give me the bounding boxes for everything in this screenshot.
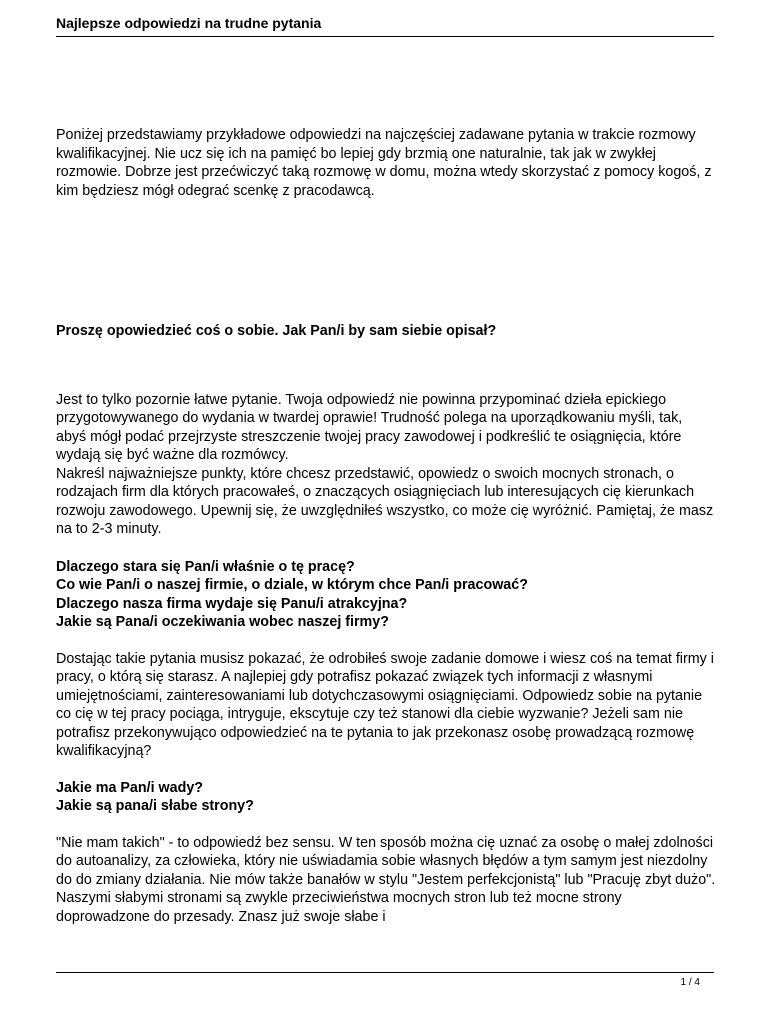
answer-company-paragraph: Dostając takie pytania musisz pokazać, że odrobiłeś swoje zadanie domowe i wiesz coś na temat firmy i pracy, o którą się starasz. A najlepiej gdy potrafisz pokazać związek tych informacji z własnymi umiejętnościami, zainteresowaniami lub dotychczasowymi osiągnięciami. Odpowiedz sobie na pytanie co cię w tej pracy pociąga, intryguje, ekscytuje czy też stanowi dla ciebie wyzwanie? Jeżeli sam nie potrafisz przekonywująco odpowiedzieć na te pytania to jak przekonasz osobę prowadzącą rozmowę kwalifikacyjną? [56,650,714,759]
footer-divider [56,972,714,973]
answer-about-yourself-paragraph-2: Nakreśl najważniejsze punkty, które chcesz przedstawić, opowiedz o swoich mocnych stronach, o rodzajach firm dla których pracowałeś, o znaczących osiągnięciach lub interesujących cię kierunkach rozwoju zawodowego. Upewnij się, że uwzględniłeś wszystko, co może cię wyróżnić. Pamiętaj, że masz na to 2-3 minuty. [56,465,714,537]
page-header [56,14,714,37]
question-weak-points: Jakie są pana/i słabe strony? [56,798,254,814]
document-title: Najlepsze odpowiedzi na trudne pytania [56,15,322,31]
question-about-company: Co wie Pan/i o naszej firmie, o dziale, w którym chce Pan/i pracować? [56,577,528,593]
question-flaws: Jakie ma Pan/i wady? [56,779,204,796]
document-body [56,126,716,926]
question-why-this-job: Dlaczego stara się Pan/i właśnie o tę pracę? [56,558,355,575]
answer-about-yourself-paragraph-1: Jest to tylko pozornie łatwe pytanie. Twoja odpowiedź nie powinna przypominać dzieła epickiego przygotowywanego do wydania w twardej oprawie! Trudność polega na uporządkowaniu myśli, tak, abyś mógł podać przejrzyste streszczenie twojej pracy zawodowej i podkreślić te osiągnięcia, które wydają się być ważne dla rozmówcy. [56,391,683,463]
question-expectations: Jakie są Pana/i oczekiwania wobec naszej firmy? [56,614,389,630]
question-why-attractive: Dlaczego nasza firma wydaje się Panu/i atrakcyjna? [56,595,408,612]
question-group-weaknesses [56,779,716,816]
page-number: 1 / 4 [680,977,700,988]
intro-paragraph: Poniżej przedstawiamy przykładowe odpowiedzi na najczęściej zadawane pytania w trakcie rozmowy kwalifikacyjnej. Nie ucz się ich na pamięć bo lepiej gdy brzmią one naturalnie, tak jak w zwykłej rozmowie. Dobrze jest przećwiczyć taką rozmowę w domu, można wtedy skorzystać z pomocy kogoś, z kim będziesz mógł odegrać scenkę z pracodawcą. [56,127,712,199]
question-group-company [56,558,716,632]
question-about-yourself: Proszę opowiedzieć coś o sobie. Jak Pan/i by sam siebie opisał? [56,323,497,339]
answer-weaknesses-paragraph: "Nie mam takich" - to odpowiedź bez sensu. W ten sposób można cię uznać za osobę o małej zdolności do autoanalizy, za człowieka, który nie uświadamia sobie własnych błędów a tym samym jest niezdolny do do zmiany działania. Nie mów także banałów w stylu "Jestem perfekcjonistą" lub "Pracuję zbyt dużo". Naszymi słabymi stronami są zwykle przeciwieństwa mocnych stron lub też mocne strony doprowadzone do przesady. Znasz już swoje słabe i [56,834,716,925]
